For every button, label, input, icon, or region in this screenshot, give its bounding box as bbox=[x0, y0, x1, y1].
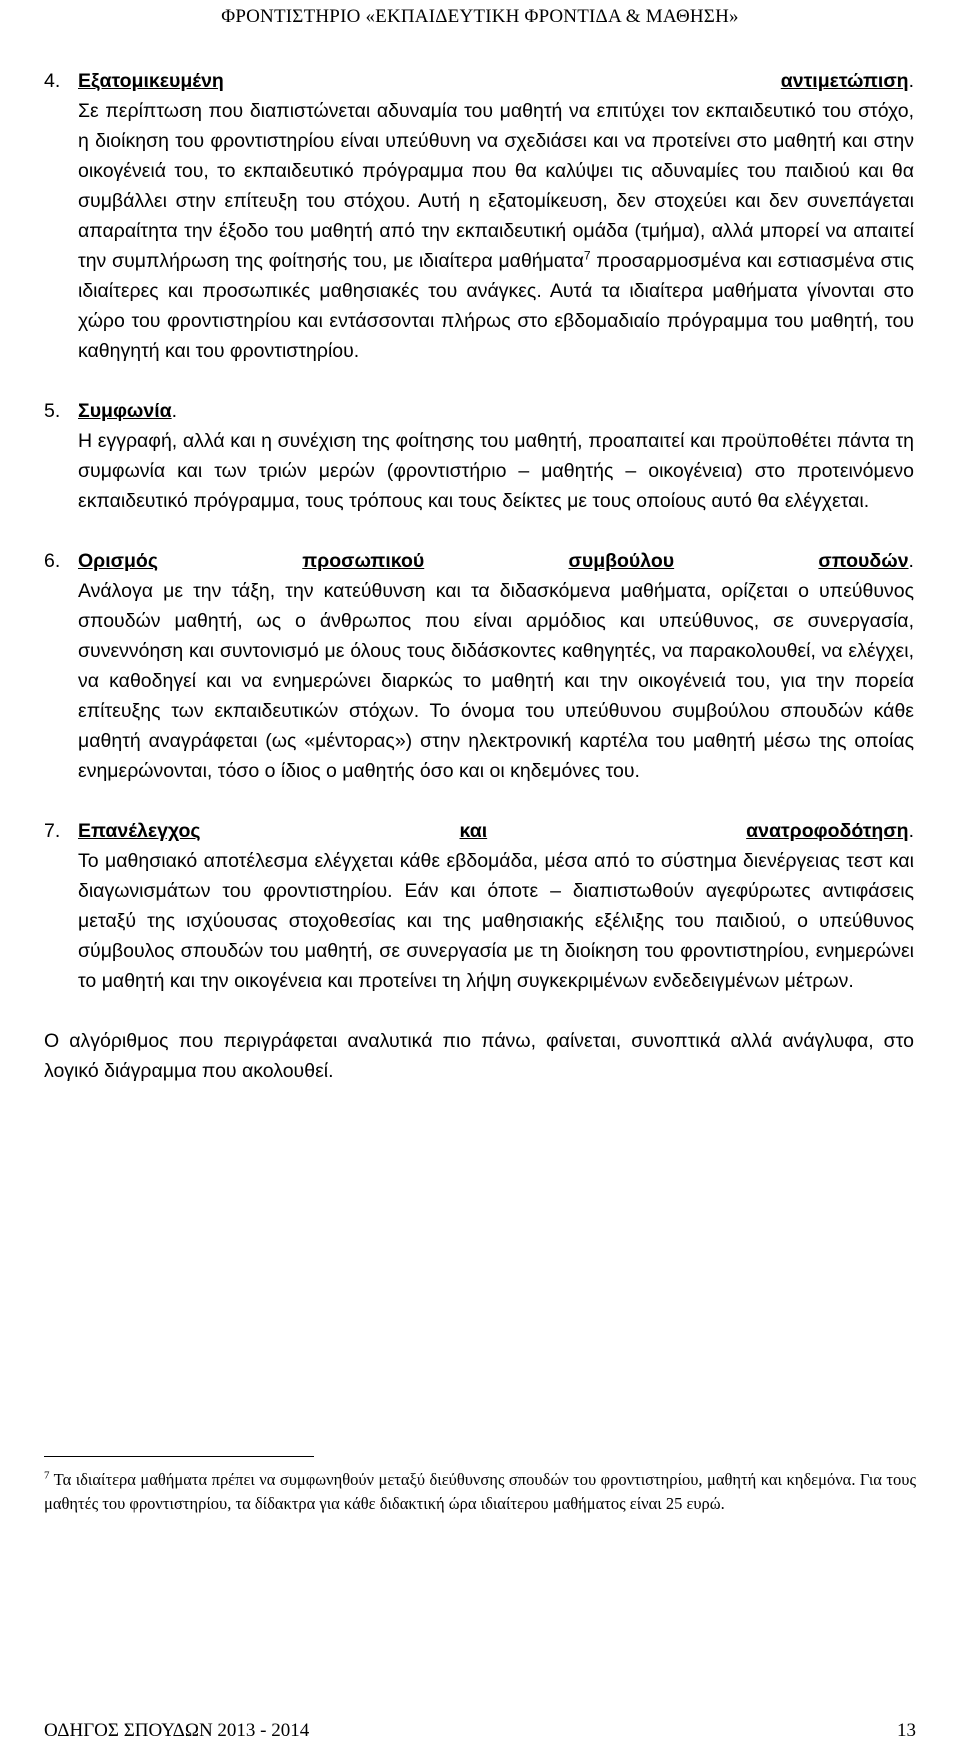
section-7 bbox=[44, 816, 914, 996]
section-body: Το μαθησιακό αποτέλεσμα ελέγχεται κάθε εβδομάδα, μέσα από το σύστημα διενέργειας τεστ και διαγωνισμάτων του φροντιστηρίου. Εάν και όποτε – διαπιστωθούν αγεφύρωτες αντιφάσεις μεταξύ της ισχύουσας στοχοθεσίας και της μαθησιακής εξέλιξης του παιδιού, ο υπεύθυνος σύμβουλος σπουδών του μαθητή, σε συνεργασία με τη διοίκηση του φροντιστηρίου, ενημερώνει το μαθητή και την οικογένεια και προτείνει τη λήψη συγκεκριμένων ενδεδειγμένων μέτρων. bbox=[78, 850, 914, 992]
section-title: Συμφωνία. bbox=[78, 400, 178, 422]
section-number: 4. bbox=[44, 70, 61, 92]
section-6 bbox=[44, 546, 914, 786]
footnote-reference: 7 bbox=[583, 248, 591, 263]
title-word: Εξατομικευμένη bbox=[78, 70, 224, 92]
title-word: ανατροφοδότηση bbox=[746, 820, 909, 842]
title-word: σπουδών bbox=[818, 550, 909, 572]
section-5 bbox=[44, 396, 914, 516]
title-word: Ορισμός bbox=[78, 550, 158, 572]
title-word: προσωπικού bbox=[302, 550, 425, 572]
title-word: συμβούλου bbox=[568, 550, 675, 572]
section-4 bbox=[44, 66, 914, 366]
section-title: Ορισμός προσωπικού συμβούλου σπουδών. bbox=[78, 550, 914, 572]
page-header: ΦΡΟΝΤΙΣΤΗΡΙΟ «ΕΚΠΑΙΔΕΥΤΙΚΗ ΦΡΟΝΤΙΔΑ & ΜΑΘΗΣΗ» bbox=[221, 6, 739, 27]
title-word: αντιμετώπιση bbox=[780, 70, 909, 92]
page-footer bbox=[44, 1720, 916, 1742]
section-number: 7. bbox=[44, 820, 61, 842]
section-title: Επανέλεγχος και ανατροφοδότηση. bbox=[78, 820, 914, 842]
footnote-marker: 7 bbox=[44, 1469, 50, 1482]
section-body: Ανάλογα με την τάξη, την κατεύθυνση και τα διδασκόμενα μαθήματα, ορίζεται ο υπεύθυνος σπουδών μαθητή, ως ο άνθρωπος που είναι αρμόδιος και υπεύθυνος, σε συνεργασία, συνεννόηση και συντονισμό με όλους τους διδάσκοντες καθηγητές, να παρακολουθεί, να ελέγχει, να καθοδηγεί και να ενημερώνει διαρκώς το μαθητή και την οικογένειά του, για την πορεία επίτευξης των εκπαιδευτικών στόχων. Το όνομα του υπεύθυνου συμβούλου σπουδών κάθε μαθητή αναγράφεται (ως «μέντορας») στην ηλεκτρονική καρτέλα του μαθητή μέσω της οποίας ενημερώνονται, τόσο ο ίδιος ο μαθητής όσο και οι κηδεμόνες του. bbox=[78, 580, 914, 782]
section-number: 6. bbox=[44, 550, 61, 572]
title-word: και bbox=[459, 820, 488, 842]
body-text: προσαρμοσμένα και εστιασμένα στις ιδιαίτερες και προσωπικές μαθησιακές του ανάγκες. Αυτά τα ιδιαίτερα μαθήματα γίνονται στο χώρο του φροντιστηρίου και εντάσσονται πλήρως στο εβδομαδιαίο πρόγραμμα του μαθητή, του καθηγητή και του φροντιστηρίου. bbox=[78, 250, 914, 362]
title-word: Επανέλεγχος bbox=[78, 820, 201, 842]
section-title: Εξατομικευμένη αντιμετώπιση. bbox=[78, 70, 914, 92]
section-body: Η εγγραφή, αλλά και η συνέχιση της φοίτησης του μαθητή, προαπαιτεί και προϋποθέτει πάντα τη συμφωνία και των τριών μερών (φροντιστήριο – μαθητής – οικογένεια) στο προτεινόμενο εκπαιδευτικό πρόγραμμα, τους τρόπους και τους δείκτες με τους οποίους αυτό θα ελέγχεται. bbox=[78, 430, 914, 512]
section-body bbox=[78, 96, 914, 366]
footnote-text: Τα ιδιαίτερα μαθήματα πρέπει να συμφωνηθούν μεταξύ διεύθυνσης σπουδών του φροντιστηρίου, μαθητή και κηδεμόνα. Για τους μαθητές του φροντιστηρίου, τα δίδακτρα για κάθε διδακτική ώρα ιδιαίτερου μαθήματος είναι 25 ευρώ. bbox=[44, 1470, 916, 1513]
section-number: 5. bbox=[44, 400, 61, 422]
footer-title: ΟΔΗΓΟΣ ΣΠΟΥΔΩΝ 2013 - 2014 bbox=[44, 1720, 310, 1741]
closing-paragraph: Ο αλγόριθμος που περιγράφεται αναλυτικά πιο πάνω, φαίνεται, συνοπτικά αλλά ανάγλυφα, στο λογικό διάγραμμα που ακολουθεί. bbox=[44, 1030, 914, 1082]
body-text: Σε περίπτωση που διαπιστώνεται αδυναμία του μαθητή να επιτύχει τον εκπαιδευτικό του στόχο, η διοίκηση του φροντιστηρίου είναι υπεύθυνη να σχεδιάσει και να προτείνει στο μαθητή και στην οικογένειά του, το εκπαιδευτικό πρόγραμμα που θα καλύψει τις αδυναμίες του παιδιού και θα συμβάλλει στην επίτευξη του στόχου. Αυτή η εξατομίκευση, δεν στοχεύει και δεν συνεπάγεται απαραίτητα την έξοδο του μαθητή από την εκπαιδευτική ομάδα (τμήμα), αλλά μπορεί να απαιτεί την συμπλήρωση της φοίτησής του, με ιδιαίτερα μαθήματα bbox=[78, 100, 914, 272]
main-content bbox=[44, 66, 914, 1086]
footnote-divider bbox=[44, 1456, 314, 1457]
title-word: Συμφωνία bbox=[78, 400, 172, 422]
page-number: 13 bbox=[897, 1720, 916, 1741]
footnote bbox=[44, 1468, 916, 1516]
